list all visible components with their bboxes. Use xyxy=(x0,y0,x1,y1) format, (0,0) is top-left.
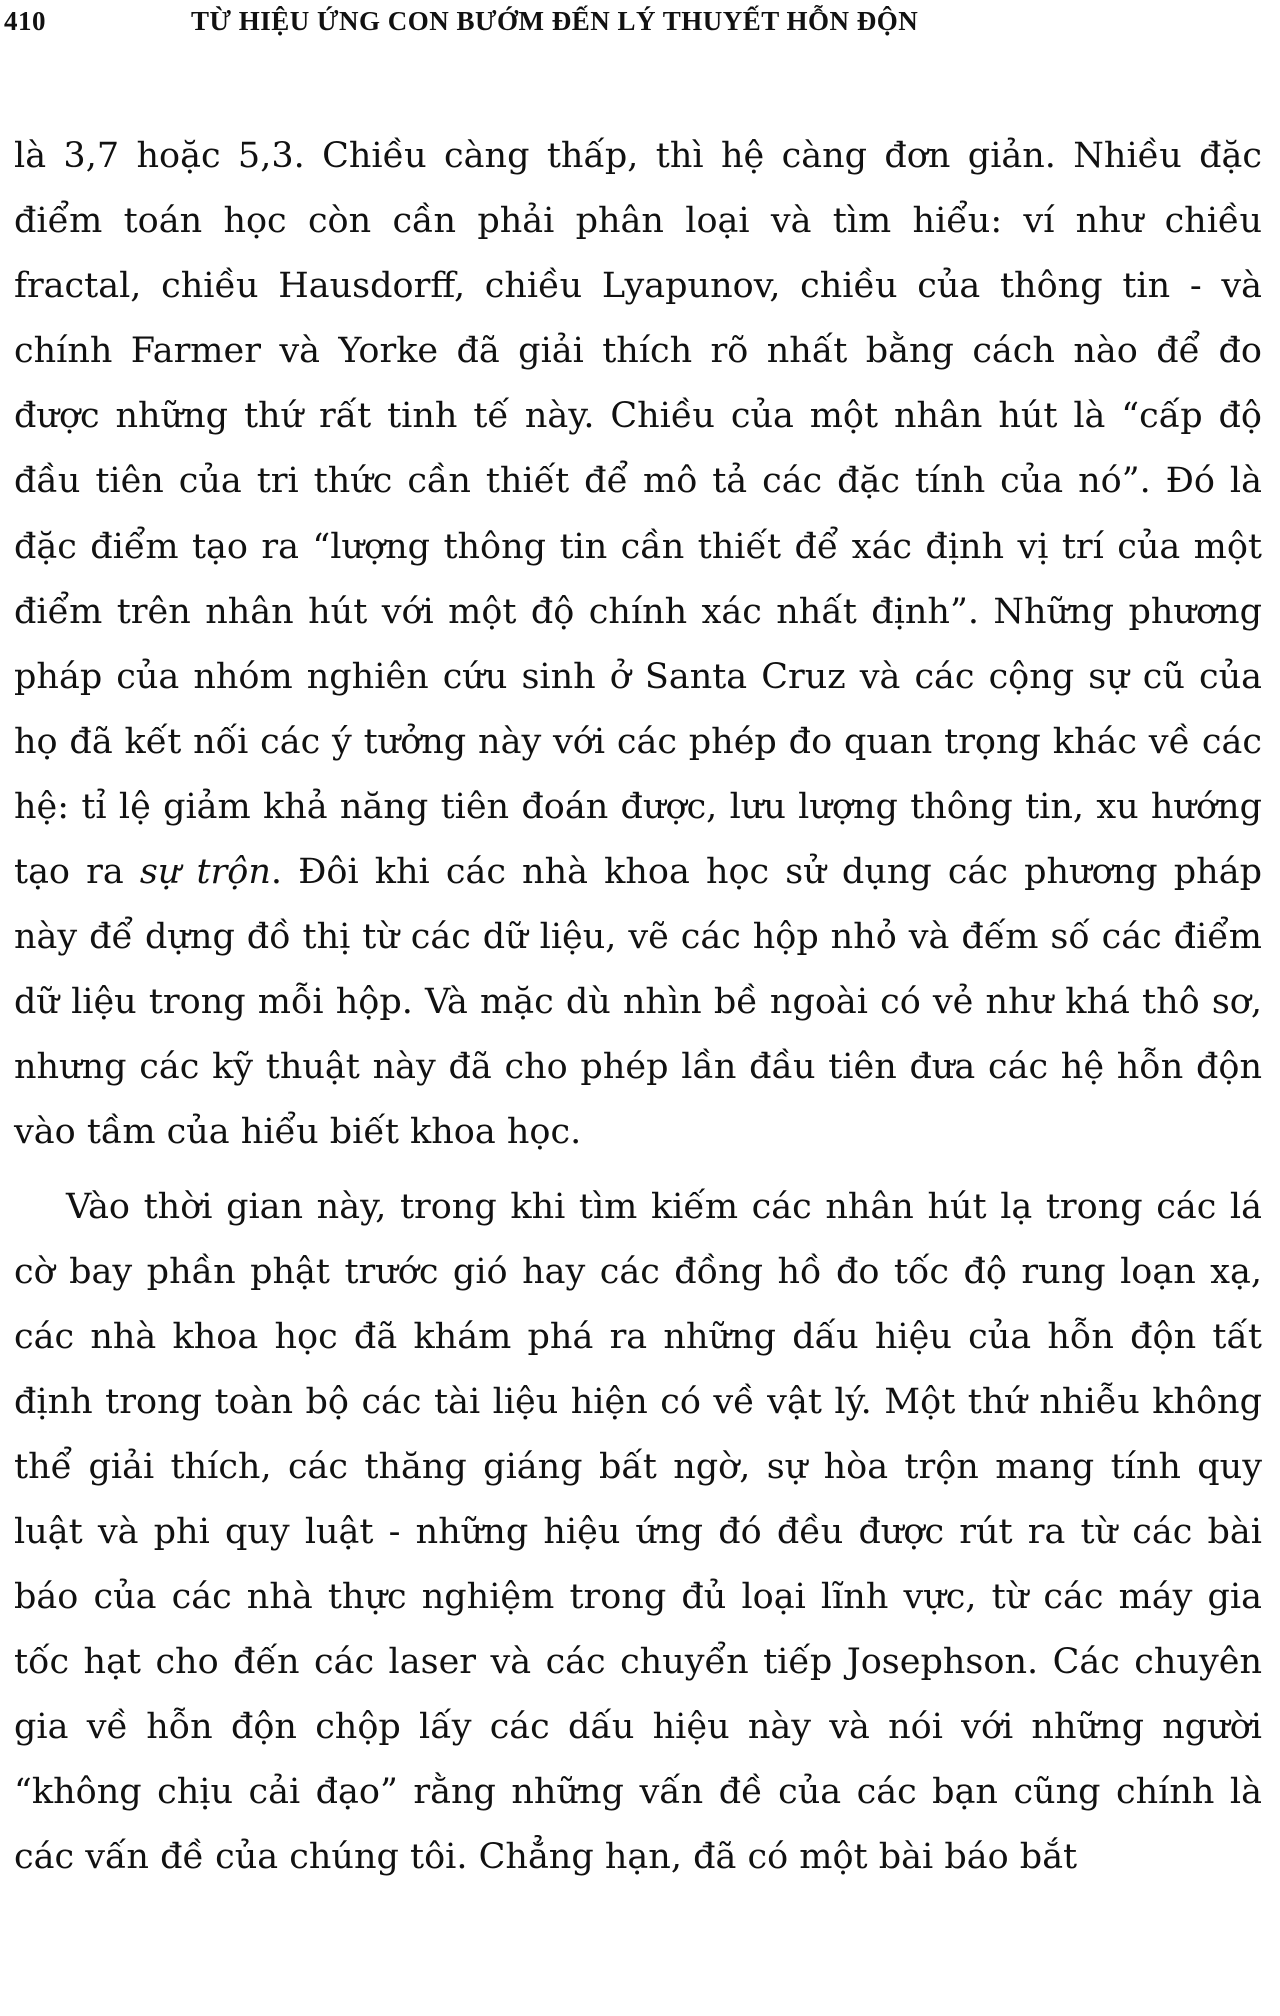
paragraph-1-text-after: . Đôi khi các nhà khoa học sử dụng các phương pháp này để dựng đồ thị từ các dữ liệu, vẽ các hộp nhỏ và đếm số các điểm dữ liệu trong mỗi hộp. Và mặc dù nhìn bề ngoài có vẻ như khá thô sơ, nhưng các kỹ thuật này đã cho phép lần đầu tiên đưa các hệ hỗn độn vào tầm của hiểu biết khoa học. xyxy=(14,852,1262,1153)
body-text xyxy=(14,124,1262,1891)
page-number: 410 xyxy=(4,6,46,36)
running-header xyxy=(4,6,1262,46)
paragraph-2: Vào thời gian này, trong khi tìm kiếm các nhân hút lạ trong các lá cờ bay phần phật trước gió hay các đồng hồ đo tốc độ rung loạn xạ, các nhà khoa học đã khám phá ra những dấu hiệu của hỗn độn tất định trong toàn bộ các tài liệu hiện có về vật lý. Một thứ nhiễu không thể giải thích, các thăng giáng bất ngờ, sự hòa trộn mang tính quy luật và phi quy luật - những hiệu ứng đó đều được rút ra từ các bài báo của các nhà thực nghiệm trong đủ loại lĩnh vực, từ các máy gia tốc hạt cho đến các laser và các chuyển tiếp Josephson. Các chuyên gia về hỗn độn chộp lấy các dấu hiệu này và nói với những người “không chịu cải đạo” rằng những vấn đề của các bạn cũng chính là các vấn đề của chúng tôi. Chẳng hạn, đã có một bài báo bắt xyxy=(14,1186,1262,1878)
paragraph-1-emphasis: sự trộn xyxy=(139,852,271,893)
paragraph-1-text-before: là 3,7 hoặc 5,3. Chiều càng thấp, thì hệ càng đơn giản. Nhiều đặc điểm toán học còn cần phải phân loại và tìm hiểu: ví như chiều fractal, chiều Hausdorff, chiều Lyapunov, chiều của thông tin - và chính Farmer và Yorke đã giải thích rõ nhất bằng cách nào để đo được những thứ rất tinh tế này. Chiều của một nhân hút là “cấp độ đầu tiên của tri thức cần thiết để mô tả các đặc tính của nó”. Đó là đặc điểm tạo ra “lượng thông tin cần thiết để xác định vị trí của một điểm trên nhân hút với một độ chính xác nhất định”. Những phương pháp của nhóm nghiên cứu sinh ở Santa Cruz và các cộng sự cũ của họ đã kết nối các ý tưởng này với các phép đo quan trọng khác về các hệ: tỉ lệ giảm khả năng tiên đoán được, lưu lượng thông tin, xu hướng tạo ra xyxy=(14,136,1262,893)
running-title: TỪ HIỆU ỨNG CON BƯỚM ĐẾN LÝ THUYẾT HỖN ĐỘN xyxy=(191,6,919,36)
paragraph-1 xyxy=(14,124,1262,1166)
